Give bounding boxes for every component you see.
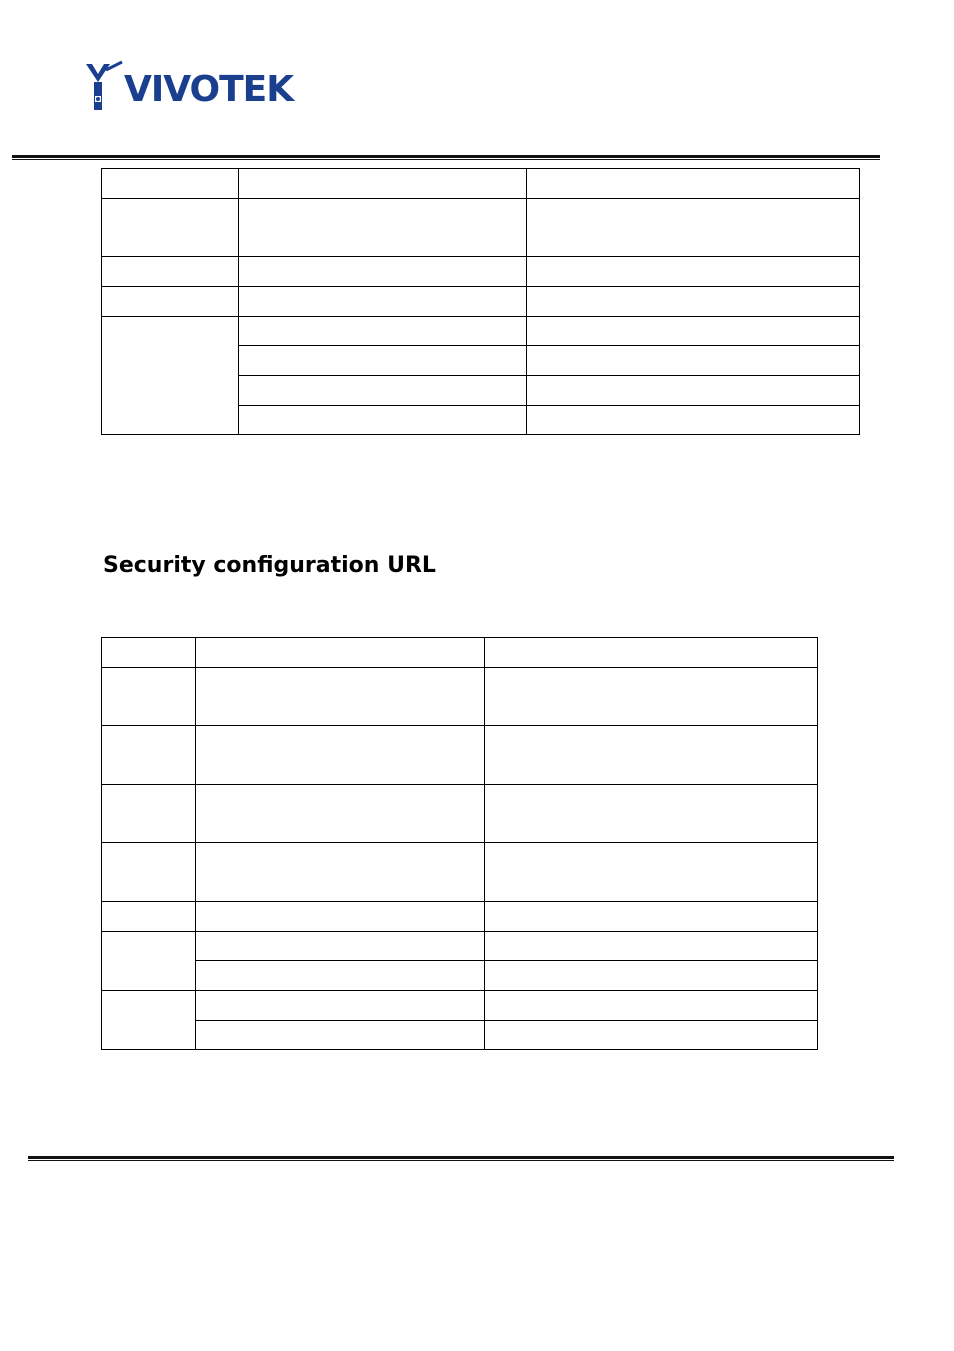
- table-cell: [196, 726, 485, 785]
- section-heading: Security configuration URL: [103, 553, 436, 578]
- table-cell: [485, 961, 818, 991]
- table-cell: [485, 785, 818, 843]
- table-cell: [102, 726, 196, 785]
- table-cell: [102, 169, 239, 199]
- table-cell: [102, 785, 196, 843]
- table-row: [102, 785, 818, 843]
- table-row: [102, 902, 818, 932]
- table-cell: [527, 376, 860, 406]
- table-cell: [196, 1021, 485, 1050]
- table-cell: [102, 668, 196, 726]
- table-row: [102, 932, 818, 961]
- table-row: [102, 991, 818, 1021]
- table-cell: [102, 287, 239, 317]
- table-cell: [485, 932, 818, 961]
- table-cell: [527, 257, 860, 287]
- table-cell: [102, 199, 239, 257]
- table-cell: [196, 902, 485, 932]
- table-cell: [485, 638, 818, 668]
- table-cell: [527, 406, 860, 435]
- table-cell: [196, 991, 485, 1021]
- table-cell: [102, 317, 239, 435]
- table-cell: [485, 991, 818, 1021]
- table-cell: [527, 199, 860, 257]
- table-row: [102, 638, 818, 668]
- table-cell: [485, 843, 818, 902]
- table-cell: [239, 376, 527, 406]
- table-row: [102, 726, 818, 785]
- table-cell: [239, 406, 527, 435]
- table-cell: [102, 638, 196, 668]
- footer-divider: [28, 1156, 894, 1161]
- table-cell: [196, 843, 485, 902]
- table-cell: [485, 668, 818, 726]
- table-row: [102, 668, 818, 726]
- table-cell: [239, 317, 527, 346]
- table-cell: [102, 902, 196, 932]
- table-row: [102, 961, 818, 991]
- table-cell: [196, 961, 485, 991]
- table-cell: [102, 932, 196, 991]
- brand-name: VIVOTEK: [124, 69, 294, 110]
- table-cell: [239, 287, 527, 317]
- table-cell: [102, 257, 239, 287]
- table-row: [102, 199, 860, 257]
- table-cell: [196, 785, 485, 843]
- table-cell: [102, 991, 196, 1050]
- table-cell: [527, 317, 860, 346]
- table-cell: [196, 932, 485, 961]
- header-divider: [12, 155, 880, 160]
- table-cell: [239, 257, 527, 287]
- table-row: [102, 287, 860, 317]
- table-row: [102, 843, 818, 902]
- table-cell: [196, 668, 485, 726]
- table-cell: [239, 346, 527, 376]
- table-row: [102, 1021, 818, 1050]
- table-row: [102, 169, 860, 199]
- security-url-table: [101, 637, 818, 1050]
- table-cell: [527, 346, 860, 376]
- table-cell: [239, 199, 527, 257]
- table-cell: [485, 726, 818, 785]
- table-row: [102, 317, 860, 346]
- table-cell: [239, 169, 527, 199]
- table-cell: [527, 169, 860, 199]
- table-cell: [485, 1021, 818, 1050]
- table-cell: [102, 843, 196, 902]
- table-cell: [485, 902, 818, 932]
- parameter-table-1: [101, 168, 860, 435]
- table-row: [102, 257, 860, 287]
- table-cell: [527, 287, 860, 317]
- table-cell: [196, 638, 485, 668]
